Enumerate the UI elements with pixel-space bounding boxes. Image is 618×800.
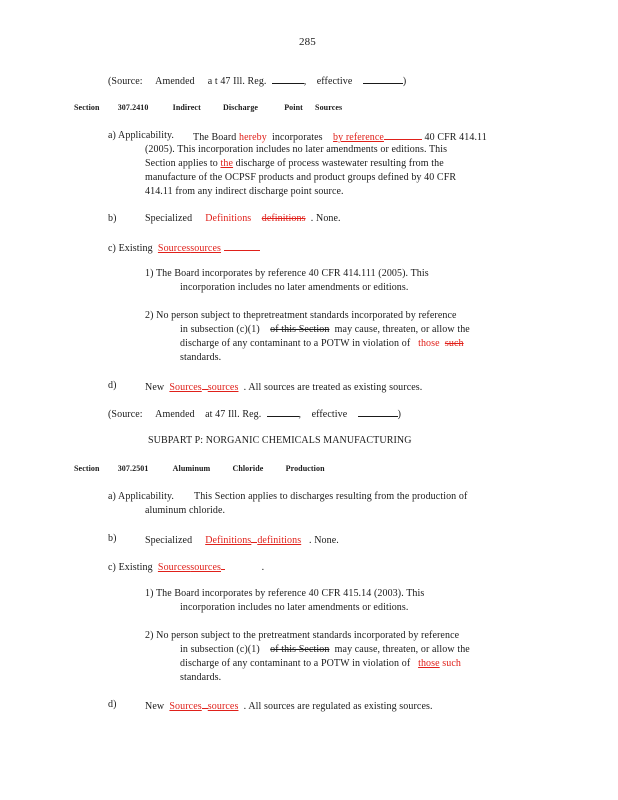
section-heading-307-2501: Section 307.2501 Aluminum Chloride Production [74, 464, 325, 473]
s1-d-text: New Sources sources . All sources are treated as existing sources. [145, 382, 423, 393]
s1-a-line3: Section applies to the discharge of process wastewater resulting from the [145, 158, 444, 169]
s1-c1-line1: 1) The Board incorporates by reference 40 CFR 414.111 (2005). This [145, 268, 429, 279]
s2-a-line2: aluminum chloride. [145, 505, 226, 516]
s2-a-label: a) Applicability. [108, 491, 175, 502]
s2-c1-line1: 1) The Board incorporates by reference 40 CFR 415.14 (2003). This [145, 588, 425, 599]
s1-b-label: b) [108, 213, 117, 224]
s2-c2-line3: discharge of any contaminant to a POTW in violation of those such [180, 658, 462, 669]
s1-d-label: d) [108, 380, 117, 391]
page-number: 285 [299, 36, 316, 48]
s2-c2-line1: 2) No person subject to the pretreatment standards incorporated by reference [145, 630, 460, 641]
s1-a-line2: (2005). This incorporation includes no later amendments or editions. This [145, 144, 448, 155]
s2-b-label: b) [108, 533, 117, 544]
s1-b-text: Specialized Definitions definitions . None. [145, 213, 341, 224]
s2-c1-line2: incorporation includes no later amendments or editions. [180, 602, 409, 613]
s1-c1-line2: incorporation includes no later amendments or editions. [180, 282, 409, 293]
s1-c2-line4: standards. [180, 352, 222, 363]
source-note-mid: (Source: Amended at 47 Ill. Reg. , effective ) [108, 409, 402, 420]
s2-d-label: d) [108, 699, 117, 710]
section-heading-307-2410: Section 307.2410 Indirect Discharge Point Sources [74, 103, 343, 112]
s1-c2-line2: in subsection (c)(1) of this Section may cause, threaten, or allow the [180, 324, 470, 335]
s2-c-label: c) Existing Sourcessources . [108, 562, 265, 573]
s1-a-label: a) Applicability. [108, 130, 175, 141]
s1-c2-line3: discharge of any contaminant to a POTW in violation of those such [180, 338, 464, 349]
subpart-heading: SUBPART P: NORGANIC CHEMICALS MANUFACTURING [148, 435, 412, 446]
s1-a-line1: The Board hereby incorporates by reference 40 CFR 414.11 [193, 132, 487, 143]
s2-d-text: New Sources sources . All sources are regulated as existing sources. [145, 701, 433, 712]
s1-c2-line1: 2) No person subject to thepretreatment standards incorporated by reference [145, 310, 457, 321]
s2-c2-line2: in subsection (c)(1) of this Section may cause, threaten, or allow the [180, 644, 470, 655]
s2-b-text: Specialized Definitions definitions . None. [145, 535, 339, 546]
s1-a-line5: 414.11 from any indirect discharge point source. [145, 186, 344, 197]
s1-c-label: c) Existing Sourcessources [108, 241, 260, 254]
source-note-top: (Source: Amended a t 47 Ill. Reg. , effective ) [108, 76, 407, 87]
s1-a-line4: manufacture of the OCPSF products and product groups defined by 40 CFR [145, 172, 457, 183]
s2-a-line1: This Section applies to discharges resulting from the production of [194, 491, 468, 502]
s2-c2-line4: standards. [180, 672, 222, 683]
